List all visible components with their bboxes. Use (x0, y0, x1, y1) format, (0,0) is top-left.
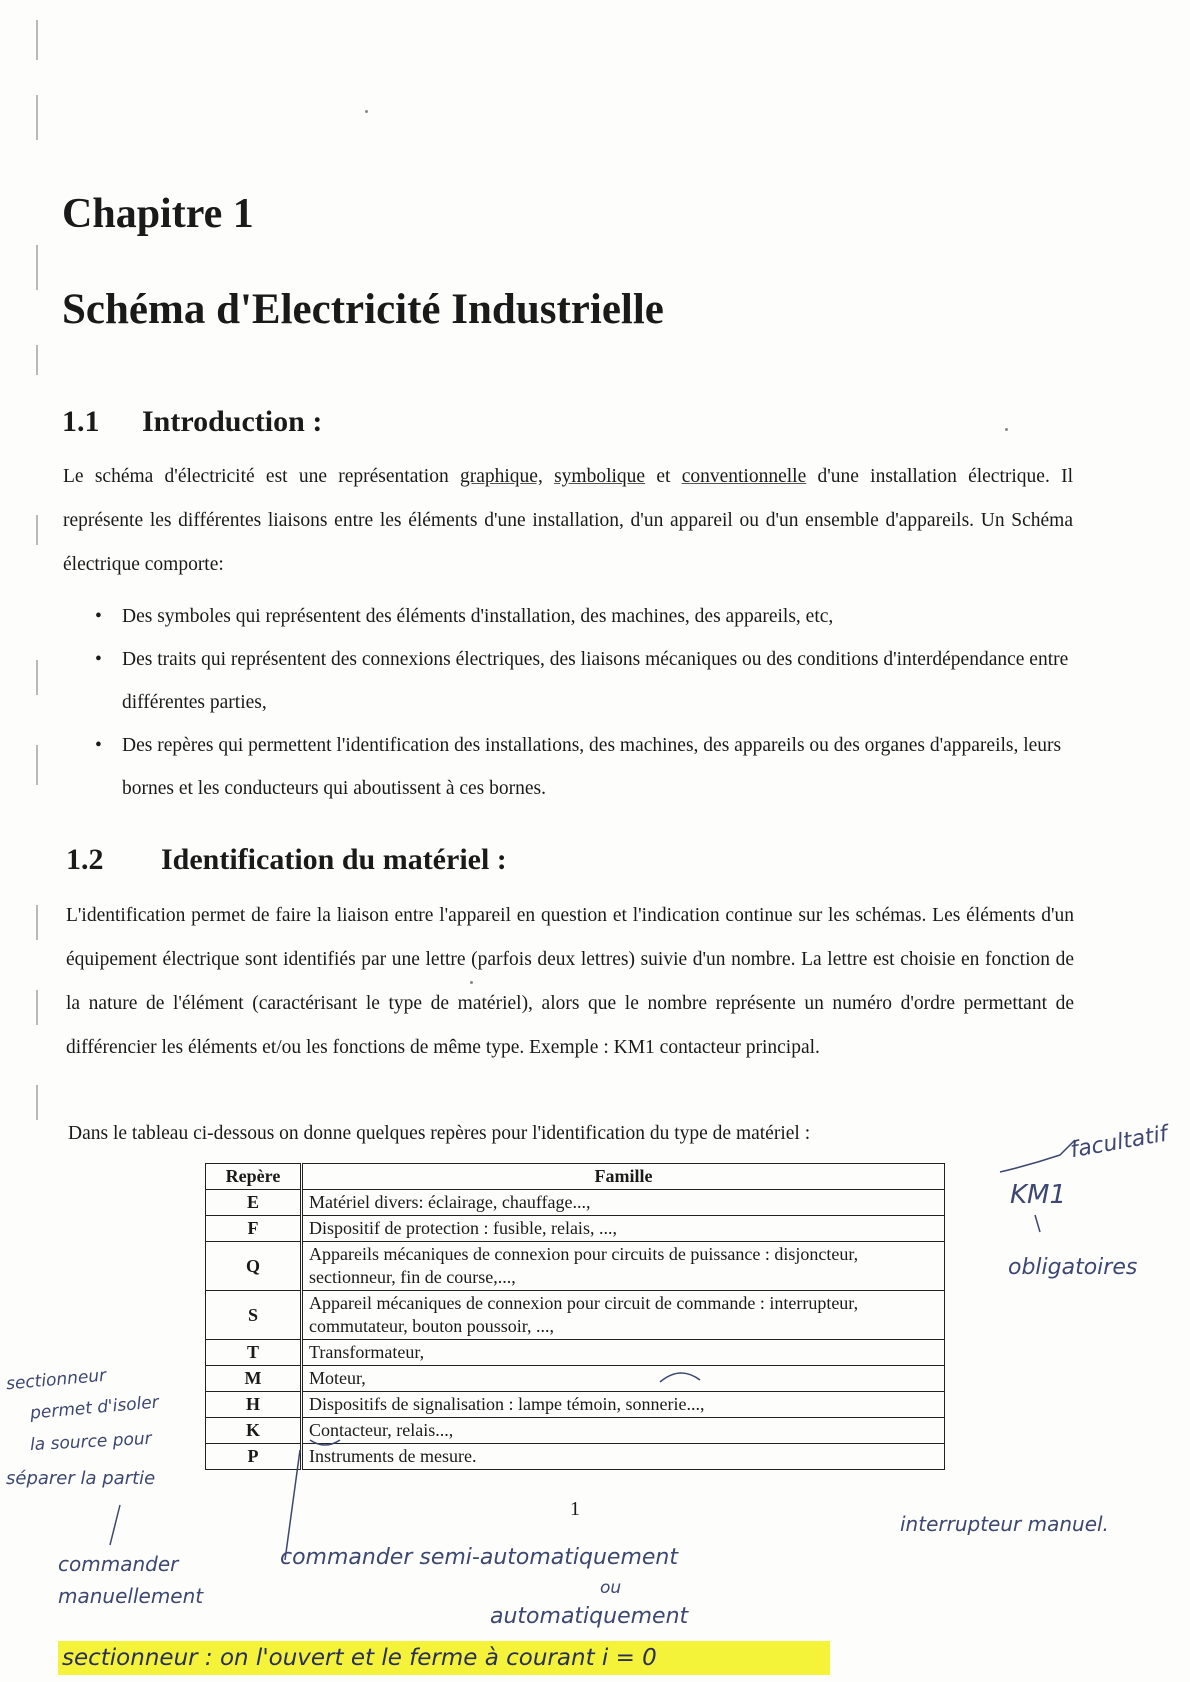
table-row (206, 1444, 945, 1470)
scan-margin-line (36, 1085, 38, 1120)
word-conventionnelle: conventionnelle (681, 466, 807, 487)
famille-cell: Appareil mécaniques de connexion pour circuit de commande : interrupteur, commutateur, bouton poussoir, ..., (302, 1291, 945, 1340)
annotation-stroke (1035, 1215, 1040, 1232)
page-number: 1 (570, 1498, 580, 1520)
table-header-row (206, 1164, 945, 1190)
table-row (206, 1190, 945, 1216)
repere-cell: P (206, 1444, 302, 1470)
scan-margin-line (36, 345, 38, 375)
table-row (206, 1340, 945, 1366)
table-row (206, 1291, 945, 1340)
repere-cell: K (206, 1418, 302, 1444)
bullet-text: Des traits qui représentent des connexions électriques, des liaisons mécaniques ou des conditions d'interdépendance entre différentes parties, (122, 649, 1069, 713)
word-graphique: graphique, (459, 466, 543, 487)
word-symbolique: symbolique (554, 466, 646, 487)
section-2-number: 1.2 (66, 843, 104, 876)
section-1-heading (62, 405, 322, 439)
famille-cell: Dispositifs de signalisation : lampe témoin, sonnerie..., (302, 1392, 945, 1418)
famille-cell: Moteur, (302, 1366, 945, 1392)
table-intro-text: Dans le tableau ci-dessous on donne quelques repères pour l'identification du type de matériel : (68, 1123, 811, 1144)
repere-cell: H (206, 1392, 302, 1418)
handwritten-note-left-3: la source pour (29, 1428, 153, 1456)
scan-margin-line (36, 20, 38, 60)
repere-cell: T (206, 1340, 302, 1366)
repere-cell: F (206, 1216, 302, 1242)
scan-margin-line (36, 95, 38, 140)
scan-margin-line (36, 245, 38, 290)
scan-speck (1005, 428, 1008, 431)
list-item (95, 724, 1075, 810)
table-row (206, 1216, 945, 1242)
table-row (206, 1418, 945, 1444)
intro-bullet-list (95, 595, 1075, 810)
table-row (206, 1392, 945, 1418)
handwritten-note-left-1: sectionneur (5, 1365, 107, 1395)
intro-paragraph (63, 455, 1073, 587)
bullet-icon: • (95, 606, 102, 627)
repere-cell: Q (206, 1242, 302, 1291)
section-1-number: 1.1 (62, 405, 100, 438)
section-2-heading (66, 843, 507, 877)
section-2-title: Identification du matériel : (161, 843, 507, 876)
handwritten-note-facultatif: facultatif (1068, 1121, 1170, 1164)
list-item (95, 638, 1075, 724)
word-et: et (645, 466, 682, 487)
identification-table (205, 1163, 945, 1470)
famille-cell: Contacteur, relais..., (302, 1418, 945, 1444)
handwritten-note-commander-1: commander (58, 1552, 179, 1576)
scan-margin-line (36, 905, 38, 940)
famille-cell: Instruments de mesure. (302, 1444, 945, 1470)
repere-cell: M (206, 1366, 302, 1392)
bullet-icon: • (95, 649, 102, 670)
handwritten-note-semi: commander semi-automatiquement (280, 1545, 678, 1570)
intro-text-a: Le schéma d'électricité est une représentation (63, 466, 460, 487)
table-row (206, 1242, 945, 1291)
section-1-title: Introduction : (142, 405, 323, 438)
scan-speck (365, 110, 368, 113)
column-header-famille: Famille (302, 1164, 945, 1190)
chapter-title: Schéma d'Electricité Industrielle (62, 286, 664, 333)
bullet-text: Des repères qui permettent l'identification des installations, des machines, des appareils ou des organes d'appareils, leurs bornes et les conducteurs qui aboutissent à ces bornes. (122, 735, 1062, 799)
repere-cell: E (206, 1190, 302, 1216)
handwritten-note-obligatoires: obligatoires (1008, 1255, 1138, 1280)
highlighted-handwritten-note: sectionneur : on l'ouvert et le ferme à courant i = 0 (58, 1641, 830, 1675)
handwritten-note-left-2: permet d'isoler (29, 1392, 160, 1424)
bullet-icon: • (95, 735, 102, 756)
table-row (206, 1366, 945, 1392)
handwritten-note-auto: automatiquement (490, 1604, 689, 1629)
famille-cell: Transformateur, (302, 1340, 945, 1366)
scan-margin-line (36, 745, 38, 785)
scan-margin-line (36, 990, 38, 1025)
handwritten-note-left-4: séparer la partie (6, 1468, 156, 1489)
famille-cell: Matériel divers: éclairage, chauffage..., (302, 1190, 945, 1216)
repere-cell: S (206, 1291, 302, 1340)
scan-margin-line (36, 660, 38, 695)
famille-cell: Dispositif de protection : fusible, relais, ..., (302, 1216, 945, 1242)
famille-cell: Appareils mécaniques de connexion pour circuits de puissance : disjoncteur, sectionneur, fin de course,..., (302, 1242, 945, 1291)
scan-margin-line (36, 515, 38, 545)
intro-text-b: d'une installation électrique. Il représente les différentes liaisons entre les éléments d'une installation, d'un appareil ou d'un ensemble d'appareils. Un Schéma électrique comporte: (63, 466, 1073, 575)
handwritten-note-commander-2: manuellement (58, 1584, 204, 1608)
handwritten-note-km1: KM1 (1010, 1180, 1067, 1210)
chapter-label: Chapitre 1 (62, 191, 254, 237)
handwritten-note-ou: ou (600, 1578, 622, 1598)
identification-paragraph: L'identification permet de faire la liaison entre l'appareil en question et l'indication continue sur les schémas. Les éléments d'un équipement électrique sont identifiés par une lettre (parfois deux lettres) suivie d'un nombre. La lettre est choisie en fonction de la nature de l'élément (caractérisant le type de matériel), alors que le nombre représente un numéro d'ordre permettant de différencier les éléments et/ou les fonctions de même type. Exemple : KM1 contacteur principal. (66, 905, 1074, 1058)
annotation-stroke (110, 1505, 120, 1545)
handwritten-note-interrupteur: interrupteur manuel. (900, 1512, 1109, 1536)
column-header-repere: Repère (206, 1164, 302, 1190)
list-item (95, 595, 1075, 638)
bullet-text: Des symboles qui représentent des éléments d'installation, des machines, des appareils, etc, (122, 606, 834, 627)
